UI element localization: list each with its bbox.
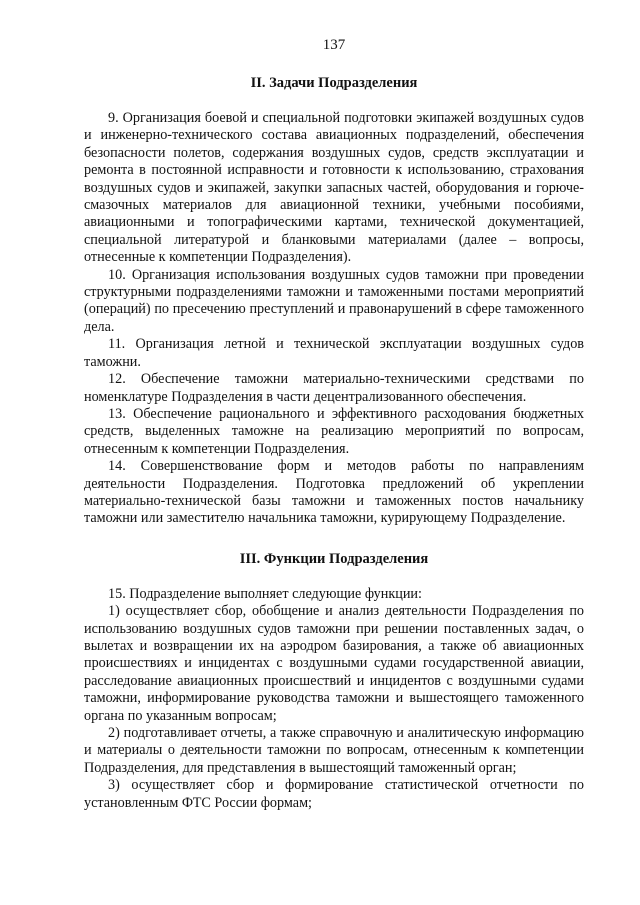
function-item-3: 3) осуществляет сбор и формирование статистической отчетности по установленным ФТС России формам; (84, 777, 584, 811)
section-title-tasks: II. Задачи Подразделения (250, 75, 418, 91)
paragraph-13: 13. Обеспечение рационального и эффективного расходования бюджетных средств, выделенных таможне на реализацию мероприятий по вопросам, отнесенным к компетенции Подразделения. (84, 405, 584, 457)
paragraph-11: 11. Организация летной и технической эксплуатации воздушных судов таможни. (84, 336, 584, 370)
function-item-2: 2) подготавливает отчеты, а также справочную и аналитическую информацию и материалы о деятельности таможни по вопросам, отнесенным к компетенции Подразделения, для представления в вышестоящий таможенный орган; (84, 725, 584, 776)
section-title-functions: III. Функции Подразделения (239, 550, 429, 567)
page-number: 137 (322, 37, 346, 53)
paragraph-10: 10. Организация использования воздушных судов таможни при проведении структурными подразделениями таможни и таможенными постами мероприятий (операций) по пресечению преступлений и правонарушений в сфере таможенного дела. (84, 266, 584, 335)
paragraph-12: 12. Обеспечение таможни материально-техническими средствами по номенклатуре Подразделения в части децентрализованного обеспечения. (84, 371, 584, 405)
function-item-1: 1) осуществляет сбор, обобщение и анализ деятельности Подразделения по использованию воздушных судов таможни при решении поставленных задач, о вылетах и возвращении их на аэродром базирования, а также об авиационных происшествиях и инцидентах с воздушными судами государственной авиации, расследование авиационных происшествий и инцидентов с воздушными судами таможни, информирование руководства таможни и вышестоящего таможенного органа по указанным вопросам; (84, 603, 584, 724)
paragraph-14: 14. Совершенствование форм и методов работы по направлениям деятельности Подразделения. Подготовка предложений об укреплении материально-технической базы таможни и таможенных постов начальнику таможни или заместителю начальника таможни, курирующему Подразделение. (84, 458, 584, 527)
paragraph-15: 15. Подразделение выполняет следующие функции: (108, 585, 422, 602)
paragraph-9: 9. Организация боевой и специальной подготовки экипажей воздушных судов и инженерно-технического состава авиационных подразделений, обеспечения безопасности полетов, содержания воздушных судов, средств эксплуатации и ремонта в постоянной исправности и готовности к использованию, страхования воздушных судов и экипажей, закупки запасных частей, оборудования и горюче-смазочных материалов для авиационной техники, учебными пособиями, авиационными и топографическими картами, технической документацией, специальной литературой и бланковыми материалами (далее – вопросы, отнесенные к компетенции Подразделения). (84, 110, 584, 266)
